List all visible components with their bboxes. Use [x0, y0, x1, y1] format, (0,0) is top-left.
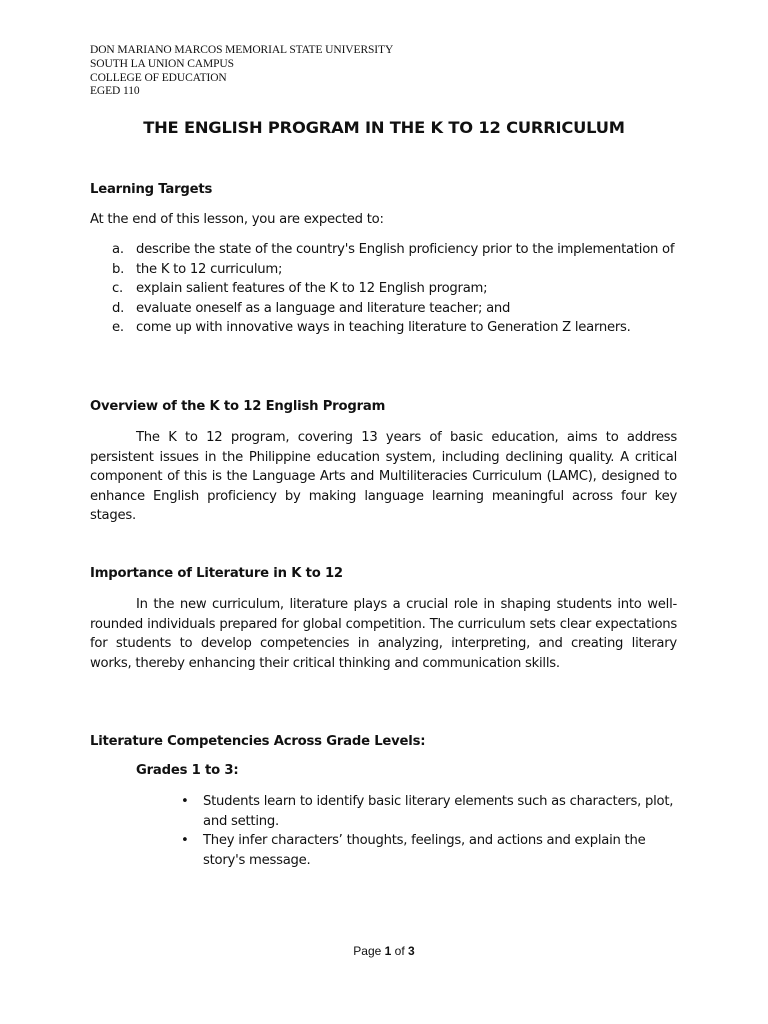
grades-1-3-heading: Grades 1 to 3:: [136, 763, 239, 778]
list-marker: c.: [112, 281, 123, 297]
list-item: [112, 279, 677, 299]
list-marker: e.: [112, 320, 124, 336]
current-page-number: 1: [384, 944, 392, 958]
list-marker: b.: [112, 261, 125, 277]
list-item-text: explain salient features of the K to 12 English program;: [136, 281, 488, 297]
overview-heading: Overview of the K to 12 English Program: [90, 399, 386, 414]
learning-targets-heading: Learning Targets: [90, 182, 213, 197]
list-item-text: Students learn to identify basic literary elements such as characters, plot, and setting.: [203, 794, 674, 829]
list-marker: d.: [112, 300, 125, 316]
course-code: EGED 110: [90, 85, 140, 98]
page-footer: [0, 944, 768, 958]
document-title: THE ENGLISH PROGRAM IN THE K TO 12 CURRICULUM: [143, 118, 625, 137]
bullet-icon: •: [181, 794, 189, 809]
list-item-text: the K to 12 curriculum;: [136, 261, 283, 277]
importance-paragraph: In the new curriculum, literature plays a crucial role in shaping students into well-rounded individuals prepared for global competition. The curriculum sets clear expectations for students to develop competencies in analyzing, interpreting, and creating literary works, thereby enhancing their critical thinking and communication skills.: [90, 597, 677, 671]
university-name: DON MARIANO MARCOS MEMORIAL STATE UNIVERSITY: [90, 44, 394, 56]
list-item: [112, 240, 677, 260]
learning-targets-list: [112, 240, 677, 338]
total-pages-number: 3: [408, 944, 415, 958]
importance-heading: Importance of Literature in K to 12: [90, 566, 343, 581]
institution-header: [90, 44, 393, 99]
grades-1-3-list: [181, 792, 677, 870]
page-word: Page: [353, 944, 382, 958]
bullet-icon: •: [181, 833, 189, 849]
list-item-text: evaluate oneself as a language and literature teacher; and: [136, 300, 511, 316]
learning-targets-intro: At the end of this lesson, you are expected to:: [90, 212, 384, 227]
list-item-text: describe the state of the country's English proficiency prior to the implementation of: [136, 242, 675, 257]
campus-name: SOUTH LA UNION CAMPUS: [90, 57, 234, 70]
list-item: [181, 792, 677, 831]
college-name: COLLEGE OF EDUCATION: [90, 71, 227, 84]
list-item: [181, 831, 677, 870]
overview-paragraph: The K to 12 program, covering 13 years of basic education, aims to address persistent issues in the Philippine education system, including declining quality. A critical component of this is the Language Arts and Multiliteracies Curriculum (LAMC), designed to enhance English proficiency by making language learning meaningful across four key stages.: [90, 430, 677, 524]
list-marker: a.: [112, 242, 124, 257]
list-item: [112, 260, 677, 280]
list-item-text: They infer characters’ thoughts, feelings, and actions and explain the story's message.: [203, 833, 646, 868]
competencies-heading: Literature Competencies Across Grade Levels:: [90, 734, 426, 749]
of-word: of: [394, 944, 405, 958]
list-item: [112, 299, 677, 319]
list-item: [112, 318, 677, 338]
list-item-text: come up with innovative ways in teaching literature to Generation Z learners.: [136, 320, 631, 336]
